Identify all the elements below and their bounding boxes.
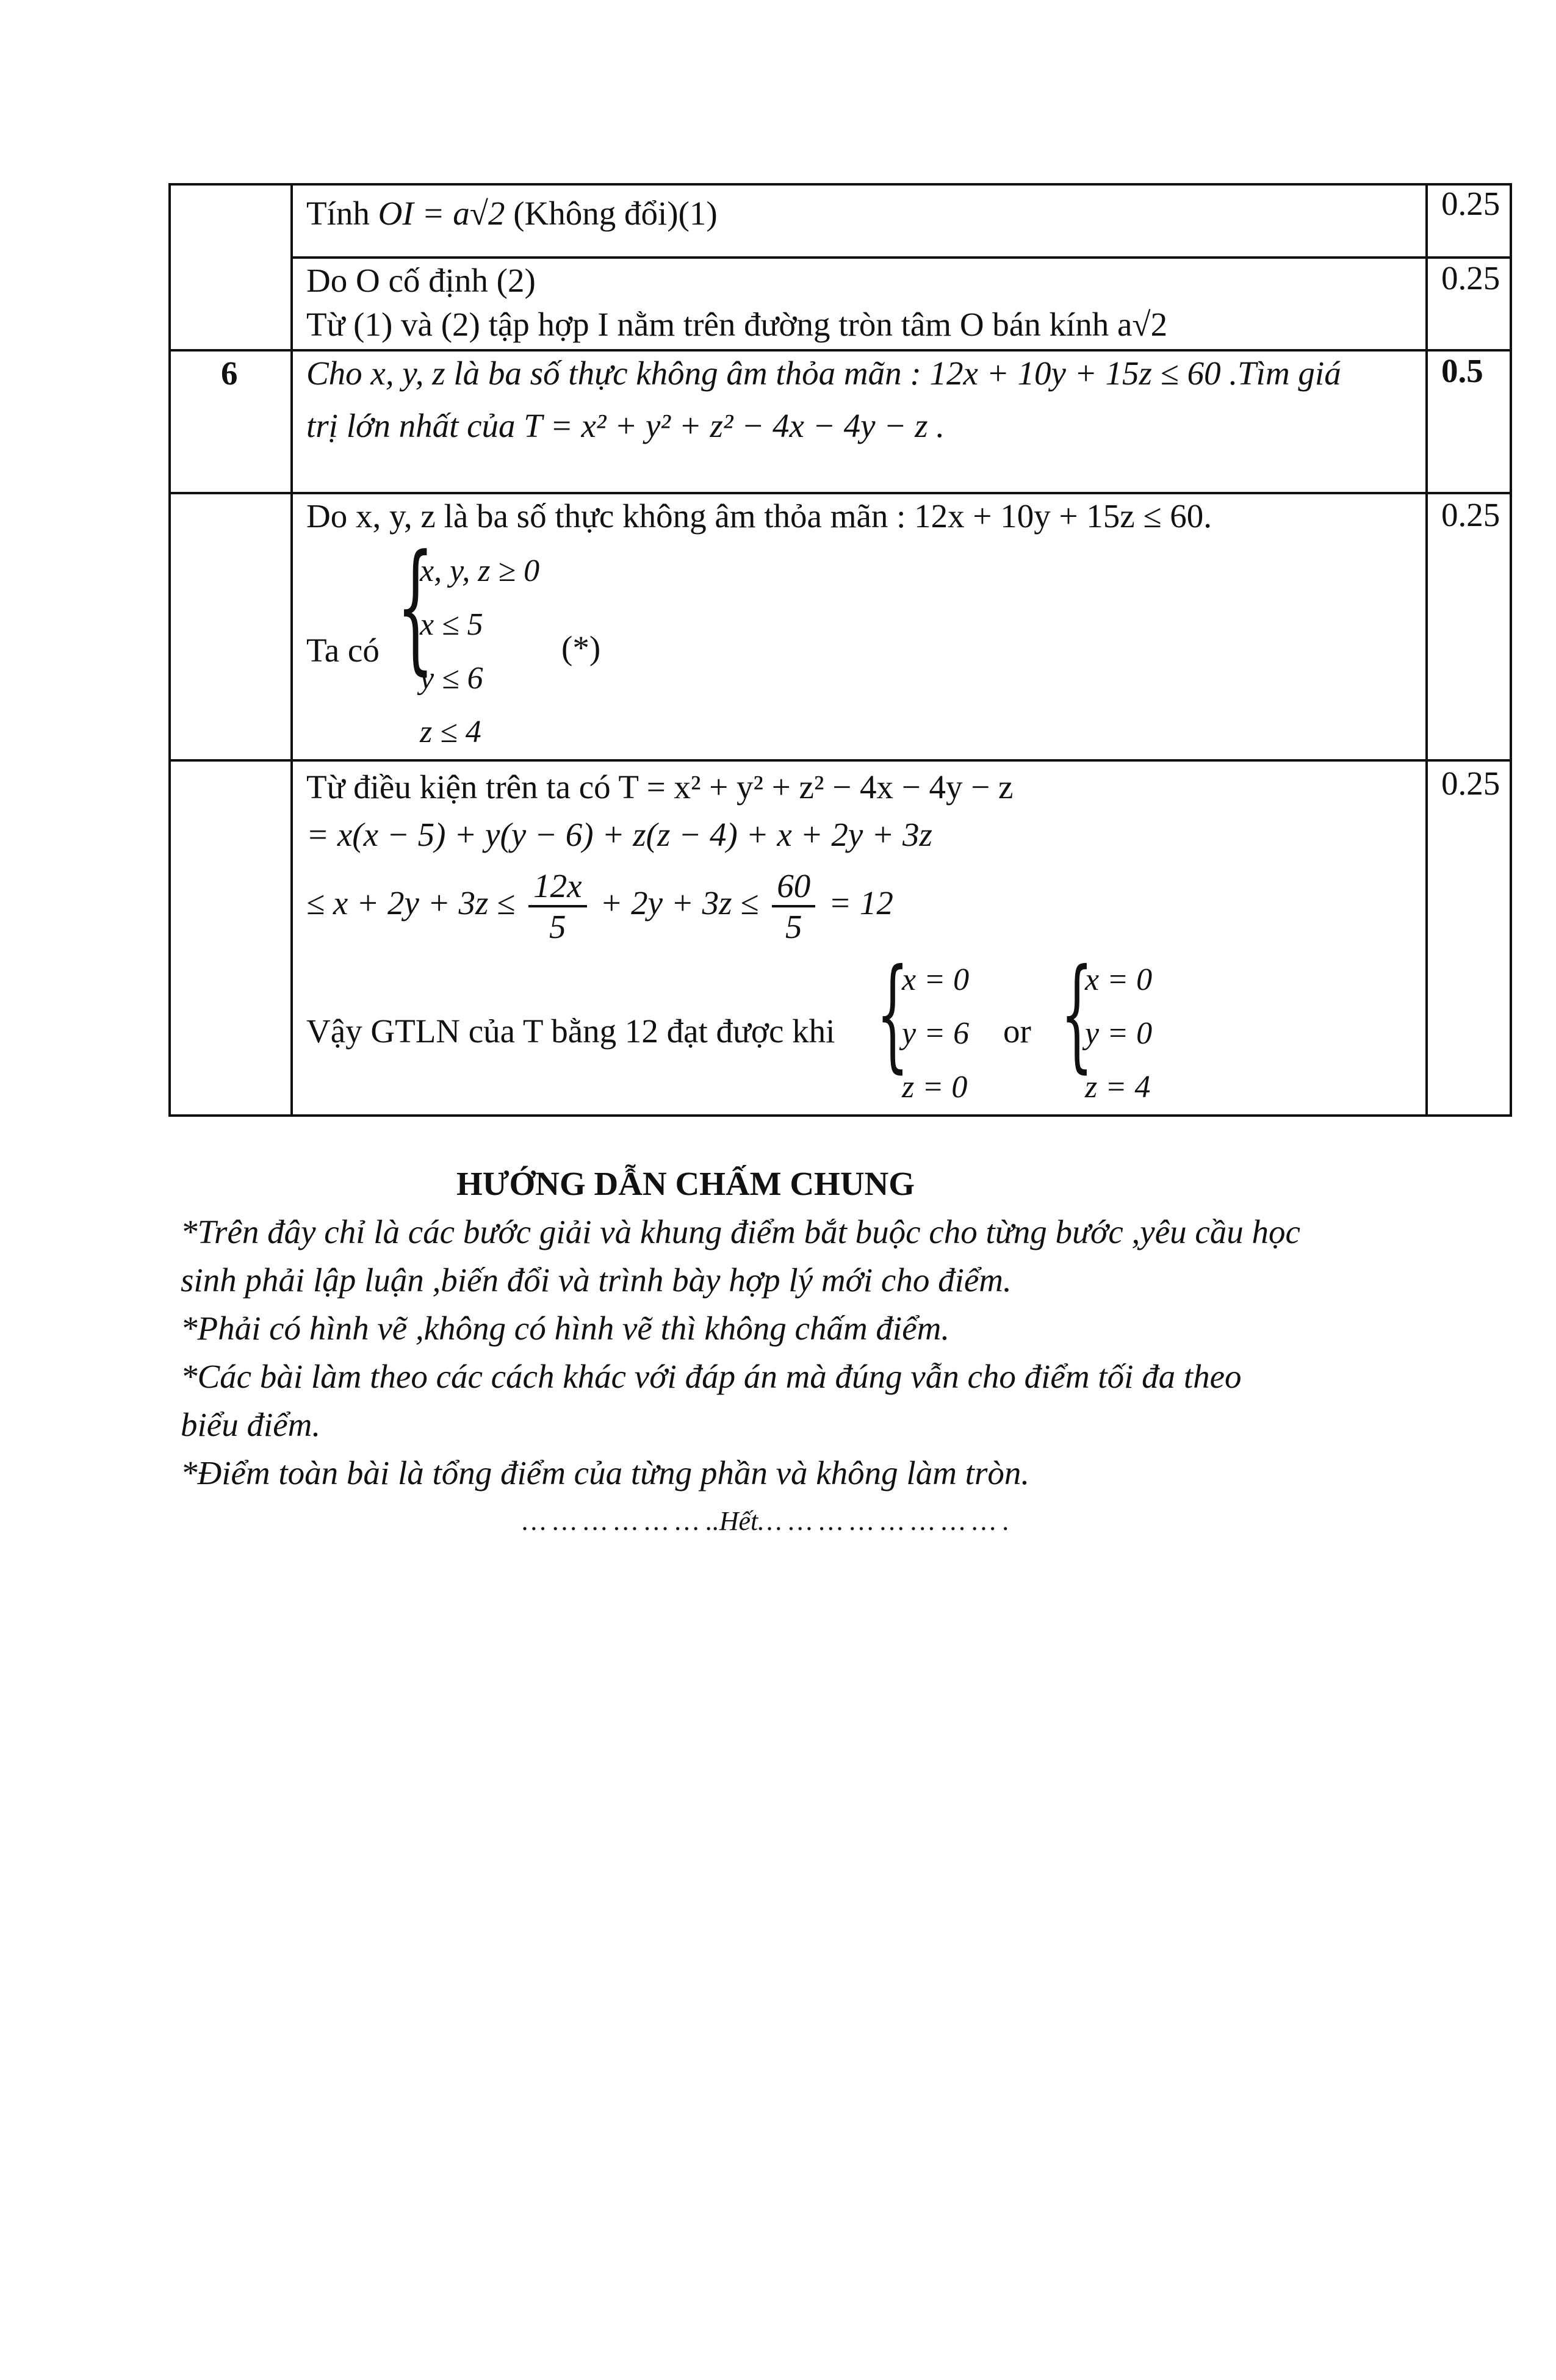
problem-statement-line2: trị lớn nhất của T = x² + y² + z² − 4x − 4y − z .	[306, 407, 945, 444]
condition-line: y ≤ 6	[420, 661, 483, 696]
conclusion-text: Vậy GTLN của T bằng 12 đạt được khi	[306, 1012, 835, 1050]
table-border-top	[168, 183, 1512, 186]
problem-number: 6	[221, 355, 238, 392]
row5-line1: Từ điều kiện trên ta có T = x² + y² + z² − 4x − 4y − z	[306, 768, 1014, 806]
row2-score: 0.25	[1441, 259, 1500, 297]
fraction-60-5: $\frac{60}{5}$	[772, 867, 815, 947]
system-brace: {	[1061, 943, 1093, 1085]
star-label: (*)	[561, 629, 601, 666]
problem-score: 0.5	[1441, 352, 1483, 389]
guide-line: *Phải có hình vẽ ,không có hình vẽ thì không chấm điểm.	[181, 1310, 950, 1347]
condition-line: x ≤ 5	[420, 607, 483, 642]
ta-co-label: Ta có	[306, 632, 380, 669]
table-border-left	[168, 183, 171, 1117]
condition-system	[420, 544, 539, 759]
condition-line: x, y, z ≥ 0	[420, 554, 540, 588]
solution-system-2: x = 0 y = 0 z = 4	[1085, 962, 1153, 1105]
system-brace: {	[876, 943, 909, 1085]
problem-statement-line1: Cho x, y, z là ba số thực không âm thỏa mãn : 12x + 10y + 15z ≤ 60 .Tìm giá	[306, 355, 1341, 392]
row5-inequality: ≤ x + 2y + 3z ≤ $\frac{12x}{5}$ + 2y + 3z ≤ $\frac{60}{5}$ = 12	[306, 867, 893, 946]
solution-system-1: x = 0 y = 6 z = 0	[902, 962, 970, 1105]
or-label: or	[1003, 1012, 1031, 1050]
table-divider-number	[290, 183, 293, 1117]
row5-line2: = x(x − 5) + y(y − 6) + z(z − 4) + x + 2y + 3z	[306, 816, 932, 853]
guide-line: *Trên đây chỉ là các bước giải và khung điểm bắt buộc cho từng bước ,yêu cầu học	[181, 1213, 1300, 1250]
row-divider	[168, 349, 1512, 352]
table-border-right	[1510, 183, 1512, 1117]
table-border-bottom	[168, 1114, 1512, 1117]
row1-score: 0.25	[1441, 185, 1500, 222]
guide-heading: HƯỚNG DẪN CHẤM CHUNG	[456, 1165, 915, 1202]
fraction-12x-5: $\frac{12x}{5}$	[528, 867, 586, 947]
guide-line: *Điểm toàn bài là tổng điểm của từng phần và không làm tròn.	[181, 1454, 1030, 1491]
row-divider	[290, 256, 1512, 259]
row2-line1: Do O cố định (2)	[306, 262, 536, 299]
answer-table	[0, 0, 1556, 1117]
system-brace: {	[397, 525, 434, 688]
table-divider-score	[1425, 183, 1428, 1117]
row5-score: 0.25	[1441, 765, 1500, 802]
row-divider	[168, 492, 1512, 494]
row1-content: Tính OI = a√2 (Không đổi)(1)	[306, 195, 718, 232]
guide-line: biểu điểm.	[181, 1406, 321, 1443]
guide-line: sinh phải lập luận ,biến đổi và trình bày hợp lý mới cho điểm.	[181, 1261, 1012, 1299]
row4-score: 0.25	[1441, 496, 1500, 533]
condition-line: z ≤ 4	[420, 715, 481, 749]
row2-line2: Từ (1) và (2) tập hợp I nằm trên đường tròn tâm O bán kính a√2	[306, 306, 1168, 343]
end-marker: … … … … … … ..Hết… … … … … … … … .	[522, 1506, 1010, 1536]
row-divider	[168, 759, 1512, 762]
grading-guide	[181, 1159, 1462, 1545]
guide-line: *Các bài làm theo các cách khác với đáp án mà đúng vẫn cho điểm tối đa theo	[181, 1358, 1242, 1395]
row4-line1: Do x, y, z là ba số thực không âm thỏa mãn : 12x + 10y + 15z ≤ 60.	[306, 497, 1212, 535]
